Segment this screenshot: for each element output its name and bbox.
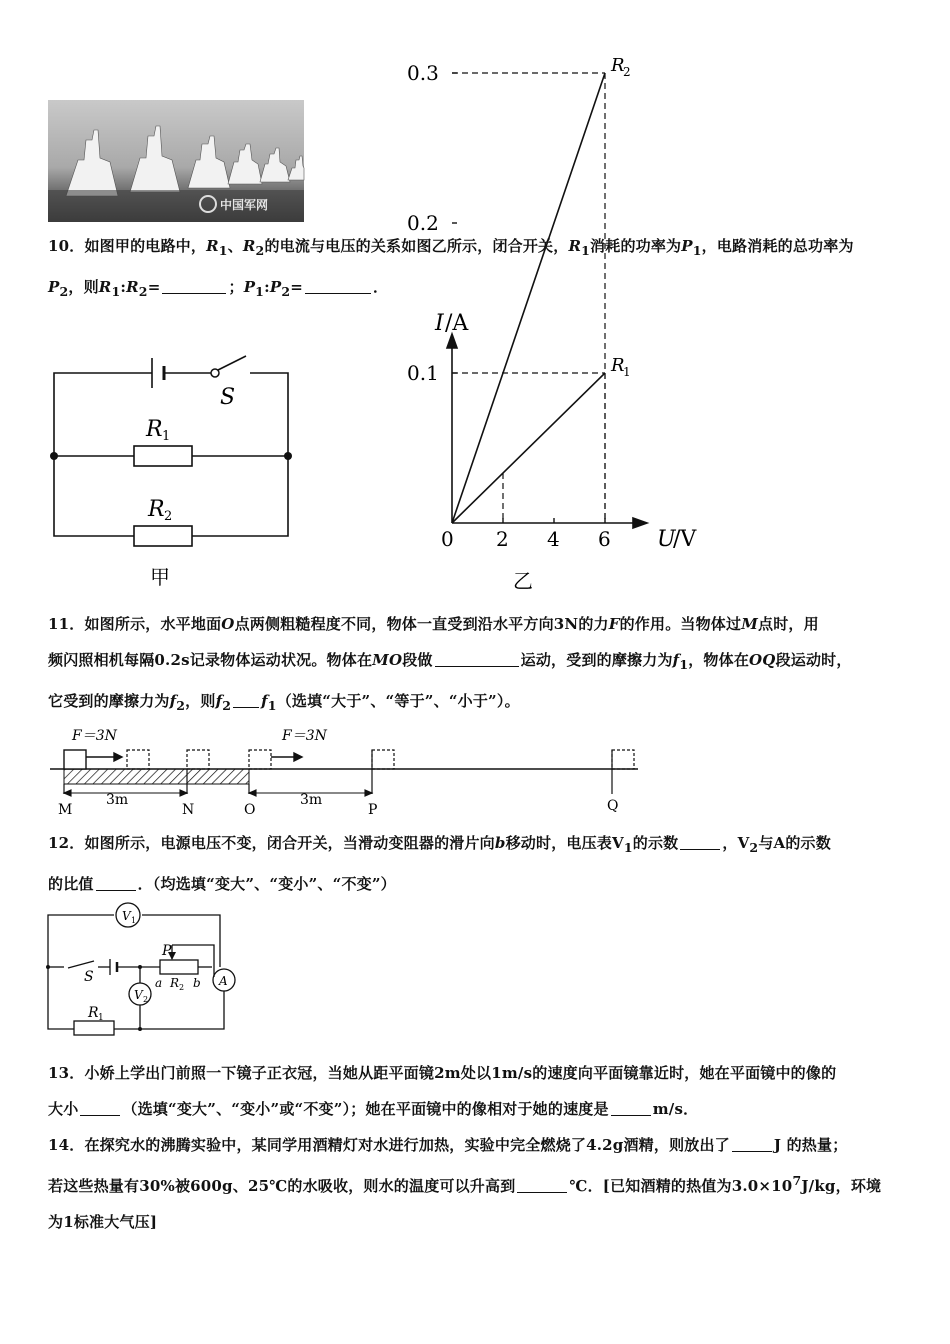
q10-r2: R bbox=[242, 237, 256, 255]
q13-text: 大小 bbox=[48, 1100, 79, 1118]
terminal-b-label: b bbox=[193, 976, 201, 990]
r2-sub-q12: 2 bbox=[179, 983, 185, 992]
q14-mass: 4.2g bbox=[586, 1136, 624, 1154]
y-tick-label: 0.2 bbox=[407, 211, 439, 235]
q11-text: （选填“大于”、“等于”、“小于”）。 bbox=[276, 692, 520, 710]
voltmeter-v1-sub: 1 bbox=[131, 916, 137, 925]
photo-watermark: 中国军网 bbox=[220, 198, 269, 212]
q13-text: （选填“变大”、“变小”或“不变”）；她在平面镜中的像相对于她的速度是 bbox=[122, 1100, 609, 1118]
r1-sub-q12: 1 bbox=[98, 1013, 104, 1023]
q10-text: ，则 bbox=[68, 278, 99, 296]
q14-heat-value: 3.0×10 bbox=[731, 1177, 793, 1195]
q10-r1-sub: 1 bbox=[111, 284, 121, 299]
y-tick-label: 0.3 bbox=[407, 61, 439, 85]
q10-r1: R bbox=[206, 237, 219, 255]
q12-b: b bbox=[494, 834, 506, 852]
slider-p-label: P bbox=[162, 943, 172, 959]
q14-text: ℃．[已知酒精的热值为 bbox=[569, 1177, 732, 1195]
q14-text: 若这些热量有 bbox=[48, 1177, 140, 1195]
distance-label-op: 3m bbox=[300, 792, 323, 808]
voltmeter-v2-sub: 2 bbox=[143, 995, 149, 1004]
q11-text: 运动，受到的摩擦力为 bbox=[520, 651, 673, 669]
q12-text: 如图所示，电源电压不变，闭合开关，当滑动变阻器的滑片向 bbox=[84, 834, 495, 852]
q10-eq: = bbox=[147, 278, 161, 296]
r2-label-sub: 2 bbox=[164, 509, 173, 524]
q12-number: 12． bbox=[48, 834, 85, 852]
q10-number: 10． bbox=[48, 237, 85, 255]
point-m: M bbox=[58, 802, 73, 818]
answer-blank-v1[interactable] bbox=[680, 831, 720, 850]
q11-text: 记录物体运动状况。物体在 bbox=[189, 651, 373, 669]
q14-water-mass: 600g bbox=[190, 1177, 233, 1195]
q11-text: 如图所示，水平地面 bbox=[84, 615, 222, 633]
q12-text: 与 bbox=[758, 834, 774, 852]
y-tick-label: 0.1 bbox=[407, 361, 439, 385]
q12-text: 移动时，电压表 bbox=[505, 834, 612, 852]
q11-text: ，物体在 bbox=[688, 651, 750, 669]
q10-r1-sub: 1 bbox=[581, 243, 591, 258]
q11-text: 的力 bbox=[578, 615, 609, 633]
q10-r2-sub: 2 bbox=[138, 284, 148, 299]
q12-text: ．（均选填“变大”、“变小”、“不变”） bbox=[137, 875, 396, 893]
q14-text: J/kg，环境 bbox=[801, 1177, 882, 1195]
r1-label-sub: 1 bbox=[162, 429, 171, 444]
switch-label: S bbox=[220, 385, 236, 410]
caption-jia: 甲 bbox=[150, 565, 170, 589]
x-tick-label: 2 bbox=[496, 527, 509, 551]
q11-f1-sub: 1 bbox=[679, 657, 689, 672]
motion-diagram bbox=[44, 722, 644, 817]
q10-text: 如图甲的电路中， bbox=[84, 237, 207, 255]
answer-blank-ratio-r[interactable] bbox=[162, 275, 226, 294]
q14-percent: 30% bbox=[139, 1177, 175, 1195]
q12-a: A bbox=[773, 834, 786, 852]
q11-f1: f bbox=[672, 651, 680, 669]
q11-text: 点两侧粗糙程度不同，物体一直受到沿水平方向 bbox=[234, 615, 554, 633]
q11-f2: f bbox=[215, 692, 223, 710]
q11-number: 11． bbox=[48, 615, 85, 633]
warship-illustration bbox=[48, 100, 304, 222]
series-label-r2: R bbox=[611, 55, 625, 76]
q11-text: 段运动时， bbox=[775, 651, 852, 669]
origin-label: 0 bbox=[441, 527, 454, 551]
q13-text: 小娇上学出门前照一下镜子正衣冠，当她从距平面镜 bbox=[84, 1064, 435, 1082]
distance-label-mn: 3m bbox=[106, 792, 129, 808]
q14-text: 标准大气压] bbox=[73, 1213, 158, 1231]
q14-text: 酒精，则放出了 bbox=[623, 1136, 730, 1154]
q10-text: 的电流与电压的关系如图乙所示，闭合开关， bbox=[264, 237, 569, 255]
q11-interval: 0.2s bbox=[154, 651, 190, 669]
ammeter-label: A bbox=[219, 974, 228, 988]
q11-oq: OQ bbox=[749, 651, 776, 669]
series-label-r1-sub: 1 bbox=[623, 365, 631, 379]
q13-text: 的速度向平面镜靠近时，她在平面镜中的像的 bbox=[532, 1064, 837, 1082]
q12-v1-sub: 1 bbox=[623, 840, 633, 855]
x-tick-label: 4 bbox=[547, 527, 560, 551]
q13-text: m/s． bbox=[652, 1100, 699, 1118]
q10-text: ，电路消耗的总功率为 bbox=[701, 237, 854, 255]
q10-text: 消耗的功率为 bbox=[590, 237, 682, 255]
x-axis-label-u: U bbox=[657, 527, 676, 552]
force-label-2: F＝3N bbox=[282, 728, 327, 744]
voltmeter-v2-label: V bbox=[134, 988, 143, 1002]
answer-blank-motion[interactable] bbox=[435, 648, 519, 667]
q11-mo: MO bbox=[372, 651, 403, 669]
voltmeter-v1-label: V bbox=[122, 909, 131, 923]
q10-r1: R bbox=[568, 237, 582, 255]
q10-p1: P bbox=[681, 237, 693, 255]
q11-m: M bbox=[741, 615, 759, 633]
q11-text: ，则 bbox=[185, 692, 216, 710]
q14-text: J 的热量； bbox=[773, 1136, 848, 1154]
q10-p2: P bbox=[269, 278, 282, 296]
q14-initial-temp: 25℃ bbox=[247, 1177, 288, 1195]
point-p: P bbox=[368, 802, 378, 818]
answer-blank-ratio-p[interactable] bbox=[305, 275, 371, 294]
q11-o: O bbox=[221, 615, 235, 633]
q10-eq: = bbox=[290, 278, 303, 296]
q12-text: 的示数 bbox=[632, 834, 679, 852]
q10-r1: R bbox=[98, 278, 112, 296]
r1-label-q12: R bbox=[88, 1005, 99, 1021]
q12-text: 的比值 bbox=[48, 875, 94, 893]
answer-blank-size[interactable] bbox=[80, 1097, 120, 1116]
q11-f1: f bbox=[261, 692, 268, 710]
r2-label-q12: R bbox=[170, 976, 180, 990]
q11-f2: f bbox=[169, 692, 177, 710]
q11-text: 点时，用 bbox=[758, 615, 819, 633]
q14-number: 14． bbox=[48, 1136, 85, 1154]
q10-p1: P bbox=[243, 278, 256, 296]
question-13 bbox=[48, 1055, 908, 1127]
q10-colon: : bbox=[264, 278, 270, 296]
q14-text: 、 bbox=[232, 1177, 248, 1195]
q14-text: 为 bbox=[48, 1213, 64, 1231]
q12-text: ， bbox=[722, 834, 738, 852]
answer-blank-temperature[interactable] bbox=[517, 1174, 567, 1193]
q10-sep: 、 bbox=[227, 237, 243, 255]
circuit-diagram-jia bbox=[40, 340, 310, 590]
q12-v1: V bbox=[612, 834, 624, 852]
series-line-r1 bbox=[452, 373, 605, 523]
q14-text: 在探究水的沸腾实验中，某同学用酒精灯对水进行加热，实验中完全燃烧了 bbox=[84, 1136, 587, 1154]
q11-text: 段做 bbox=[402, 651, 433, 669]
y-axis-label-unit: /A bbox=[445, 311, 469, 336]
q12-text: 的示数 bbox=[785, 834, 831, 852]
q10-text: ． bbox=[373, 278, 389, 296]
q10-p2-sub: 2 bbox=[59, 284, 69, 299]
r1-label: R bbox=[146, 417, 163, 442]
q13-number: 13． bbox=[48, 1064, 85, 1082]
q13-distance: 2m bbox=[434, 1064, 461, 1082]
caption-yi: 乙 bbox=[513, 569, 533, 593]
question-10 bbox=[48, 228, 908, 310]
force-label-1: F＝3N bbox=[72, 728, 117, 744]
q12-v2: V bbox=[737, 834, 750, 852]
q14-text: 的水吸收，则水的温度可以升高到 bbox=[287, 1177, 516, 1195]
q11-text: 它受到的摩擦力为 bbox=[48, 692, 170, 710]
answer-blank-ratio[interactable] bbox=[96, 872, 136, 891]
question-11 bbox=[48, 606, 908, 724]
q10-p1-sub: 1 bbox=[255, 284, 265, 299]
q10-p2: P bbox=[48, 278, 60, 296]
q11-f2-sub: 2 bbox=[176, 698, 186, 713]
q11-force: 3N bbox=[553, 615, 579, 633]
question-12 bbox=[48, 825, 908, 902]
q14-one: 1 bbox=[63, 1213, 74, 1231]
switch-s-label: S bbox=[84, 969, 94, 985]
q11-text: 的作用。当物体过 bbox=[619, 615, 742, 633]
series-label-r1: R bbox=[611, 355, 625, 376]
answer-blank-heat[interactable] bbox=[732, 1133, 772, 1152]
q14-text: 被 bbox=[174, 1177, 191, 1195]
q10-p2-sub: 2 bbox=[281, 284, 291, 299]
q11-text: 频闪照相机每隔 bbox=[48, 651, 155, 669]
q14-exponent: 7 bbox=[792, 1173, 802, 1188]
point-o: O bbox=[244, 802, 256, 818]
q11-f1-sub: 1 bbox=[267, 698, 277, 713]
q10-text: ； bbox=[228, 278, 244, 296]
q11-f: F bbox=[608, 615, 620, 633]
terminal-a-label: a bbox=[155, 976, 163, 990]
x-axis-label-unit: /V bbox=[673, 527, 697, 552]
series-label-r2-sub: 2 bbox=[623, 65, 631, 79]
warship-photo bbox=[48, 100, 304, 222]
q10-r1-sub: 1 bbox=[218, 243, 228, 258]
question-14 bbox=[48, 1127, 908, 1240]
circuit-diagram-q12 bbox=[42, 905, 252, 1037]
q13-text: 处以 bbox=[460, 1064, 492, 1082]
q10-r2: R bbox=[126, 278, 139, 296]
r2-label: R bbox=[148, 497, 165, 522]
q10-colon: : bbox=[120, 278, 127, 296]
q13-speed: 1m/s bbox=[491, 1064, 533, 1082]
point-q: Q bbox=[607, 798, 619, 814]
q10-r2-sub: 2 bbox=[255, 243, 265, 258]
q10-p1-sub: 1 bbox=[692, 243, 702, 258]
answer-blank-compare[interactable] bbox=[233, 689, 259, 708]
q12-v2-sub: 2 bbox=[749, 840, 759, 855]
y-axis-label-i: I bbox=[435, 311, 444, 336]
q11-f2-sub: 2 bbox=[222, 698, 232, 713]
point-n: N bbox=[182, 802, 195, 818]
x-tick-label: 6 bbox=[598, 527, 611, 551]
answer-blank-speed[interactable] bbox=[611, 1097, 651, 1116]
